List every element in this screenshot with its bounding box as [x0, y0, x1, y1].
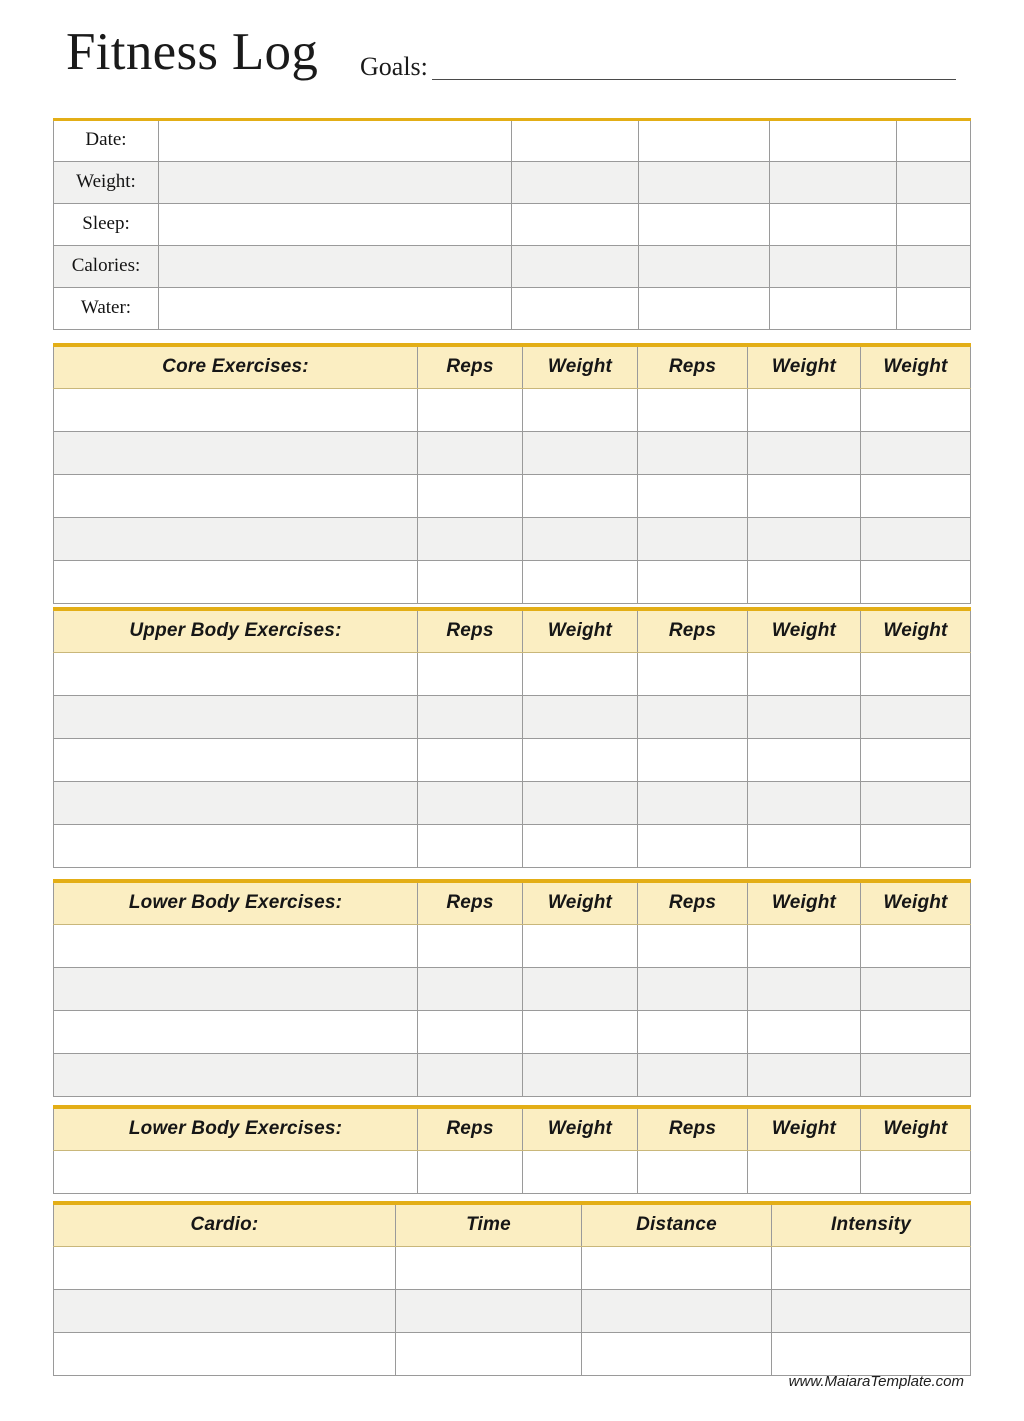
exercise-value-cell[interactable]	[523, 738, 638, 781]
exercise-value-cell[interactable]	[748, 695, 861, 738]
exercise-value-cell[interactable]	[748, 474, 861, 517]
cardio-value-cell[interactable]	[582, 1246, 772, 1289]
exercise-name-cell[interactable]	[54, 695, 418, 738]
exercise-value-cell[interactable]	[523, 517, 638, 560]
exercise-value-cell[interactable]	[748, 388, 861, 431]
column-header: Weight	[523, 1107, 638, 1150]
info-entry-cell[interactable]	[770, 246, 897, 288]
column-header: Weight	[748, 609, 861, 652]
exercise-value-cell[interactable]	[638, 560, 748, 603]
info-entry-cell[interactable]	[770, 120, 897, 162]
page-header	[0, 0, 1024, 108]
exercise-row	[54, 781, 971, 824]
exercise-row	[54, 695, 971, 738]
exercise-value-cell[interactable]	[861, 967, 971, 1010]
exercise-row	[54, 560, 971, 603]
info-entry-cell[interactable]	[770, 162, 897, 204]
column-header: Weight	[861, 609, 971, 652]
exercise-row	[54, 738, 971, 781]
exercise-value-cell[interactable]	[861, 560, 971, 603]
info-entry-cell[interactable]	[639, 162, 770, 204]
exercise-value-cell[interactable]	[748, 560, 861, 603]
exercise-row	[54, 824, 971, 867]
section-header-row	[54, 609, 971, 652]
info-entry-cell[interactable]	[159, 120, 512, 162]
exercise-value-cell[interactable]	[861, 517, 971, 560]
section-title: Lower Body Exercises:	[54, 1107, 418, 1150]
exercise-value-cell[interactable]	[638, 695, 748, 738]
footer-website: www.MaiaraTemplate.com	[788, 1373, 964, 1390]
exercise-value-cell[interactable]	[748, 517, 861, 560]
info-entry-cell[interactable]	[512, 204, 639, 246]
exercise-value-cell[interactable]	[638, 1053, 748, 1096]
info-row-label: Calories:	[54, 246, 159, 288]
info-entry-cell[interactable]	[639, 246, 770, 288]
info-entry-cell[interactable]	[512, 162, 639, 204]
info-entry-cell[interactable]	[639, 288, 770, 330]
exercise-value-cell[interactable]	[638, 967, 748, 1010]
exercise-value-cell[interactable]	[418, 652, 523, 695]
cardio-value-cell[interactable]	[772, 1332, 971, 1375]
info-entry-cell[interactable]	[639, 120, 770, 162]
cardio-title: Cardio:	[54, 1203, 396, 1246]
cardio-column-header: Distance	[582, 1203, 772, 1246]
exercise-value-cell[interactable]	[861, 1010, 971, 1053]
lower-body-exercises-2-section	[53, 1105, 970, 1194]
exercise-value-cell[interactable]	[748, 652, 861, 695]
info-entry-cell[interactable]	[512, 288, 639, 330]
exercise-value-cell[interactable]	[748, 1053, 861, 1096]
goals-label: Goals:	[360, 52, 428, 81]
exercise-row	[54, 431, 971, 474]
exercise-value-cell[interactable]	[418, 474, 523, 517]
info-entry-cell[interactable]	[159, 288, 512, 330]
exercise-value-cell[interactable]	[418, 738, 523, 781]
column-header: Weight	[523, 345, 638, 388]
cardio-value-cell[interactable]	[582, 1332, 772, 1375]
exercise-value-cell[interactable]	[523, 1053, 638, 1096]
exercise-value-cell[interactable]	[638, 1150, 748, 1193]
exercise-value-cell[interactable]	[523, 474, 638, 517]
exercise-name-cell[interactable]	[54, 1053, 418, 1096]
info-entry-cell[interactable]	[512, 120, 639, 162]
section-header-row	[54, 345, 971, 388]
info-entry-cell[interactable]	[897, 246, 971, 288]
exercise-row	[54, 1010, 971, 1053]
exercise-value-cell[interactable]	[638, 924, 748, 967]
column-header: Reps	[418, 1107, 523, 1150]
exercise-value-cell[interactable]	[523, 781, 638, 824]
exercise-value-cell[interactable]	[638, 474, 748, 517]
info-entry-cell[interactable]	[770, 288, 897, 330]
exercise-value-cell[interactable]	[418, 781, 523, 824]
info-row-label: Weight:	[54, 162, 159, 204]
exercise-value-cell[interactable]	[748, 431, 861, 474]
section-header-row	[54, 1107, 971, 1150]
column-header: Reps	[418, 881, 523, 924]
cardio-value-cell[interactable]	[772, 1246, 971, 1289]
exercise-value-cell[interactable]	[638, 652, 748, 695]
exercise-name-cell[interactable]	[54, 738, 418, 781]
column-header: Reps	[638, 609, 748, 652]
column-header: Weight	[861, 345, 971, 388]
column-header: Weight	[861, 881, 971, 924]
page-title: Fitness Log	[66, 23, 319, 81]
exercise-row	[54, 967, 971, 1010]
exercise-row	[54, 652, 971, 695]
exercise-value-cell[interactable]	[638, 517, 748, 560]
info-entry-cell[interactable]	[897, 204, 971, 246]
exercise-value-cell[interactable]	[861, 824, 971, 867]
exercise-value-cell[interactable]	[861, 924, 971, 967]
exercise-value-cell[interactable]	[523, 1150, 638, 1193]
cardio-section	[53, 1201, 970, 1376]
exercise-value-cell[interactable]	[638, 781, 748, 824]
cardio-row	[54, 1246, 971, 1289]
exercise-value-cell[interactable]	[861, 431, 971, 474]
exercise-value-cell[interactable]	[638, 431, 748, 474]
cardio-column-header: Intensity	[772, 1203, 971, 1246]
column-header: Reps	[638, 1107, 748, 1150]
exercise-value-cell[interactable]	[638, 1010, 748, 1053]
column-header: Weight	[861, 1107, 971, 1150]
exercise-value-cell[interactable]	[523, 695, 638, 738]
exercise-name-cell[interactable]	[54, 388, 418, 431]
info-row-label: Water:	[54, 288, 159, 330]
exercise-value-cell[interactable]	[523, 560, 638, 603]
cardio-value-cell[interactable]	[396, 1332, 582, 1375]
info-entry-cell[interactable]	[159, 162, 512, 204]
exercise-value-cell[interactable]	[523, 967, 638, 1010]
exercise-value-cell[interactable]	[748, 1010, 861, 1053]
exercise-name-cell[interactable]	[54, 431, 418, 474]
exercise-value-cell[interactable]	[418, 824, 523, 867]
exercise-row	[54, 1150, 971, 1193]
cardio-column-header: Time	[396, 1203, 582, 1246]
exercise-value-cell[interactable]	[638, 824, 748, 867]
column-header: Weight	[748, 1107, 861, 1150]
exercise-value-cell[interactable]	[748, 924, 861, 967]
exercise-value-cell[interactable]	[861, 695, 971, 738]
exercise-value-cell[interactable]	[418, 695, 523, 738]
exercise-row	[54, 1053, 971, 1096]
cardio-value-cell[interactable]	[396, 1246, 582, 1289]
exercise-value-cell[interactable]	[861, 738, 971, 781]
section-title: Upper Body Exercises:	[54, 609, 418, 652]
exercise-value-cell[interactable]	[418, 388, 523, 431]
cardio-activity-cell[interactable]	[54, 1332, 396, 1375]
info-row-label: Sleep:	[54, 204, 159, 246]
column-header: Weight	[523, 609, 638, 652]
column-header: Weight	[748, 881, 861, 924]
info-entry-cell[interactable]	[897, 288, 971, 330]
exercise-row	[54, 924, 971, 967]
goals-field[interactable]	[360, 52, 960, 90]
column-header: Reps	[638, 881, 748, 924]
cardio-activity-cell[interactable]	[54, 1246, 396, 1289]
column-header: Weight	[748, 345, 861, 388]
exercise-value-cell[interactable]	[418, 560, 523, 603]
exercise-name-cell[interactable]	[54, 967, 418, 1010]
exercise-value-cell[interactable]	[861, 652, 971, 695]
exercise-value-cell[interactable]	[638, 388, 748, 431]
exercise-value-cell[interactable]	[861, 388, 971, 431]
info-row	[54, 204, 971, 246]
exercise-name-cell[interactable]	[54, 517, 418, 560]
section-header-row	[54, 881, 971, 924]
exercise-name-cell[interactable]	[54, 652, 418, 695]
goals-write-line[interactable]	[432, 79, 956, 80]
exercise-value-cell[interactable]	[748, 967, 861, 1010]
exercise-value-cell[interactable]	[418, 1010, 523, 1053]
exercise-value-cell[interactable]	[861, 781, 971, 824]
exercise-value-cell[interactable]	[861, 474, 971, 517]
exercise-value-cell[interactable]	[418, 431, 523, 474]
exercise-value-cell[interactable]	[523, 824, 638, 867]
exercise-value-cell[interactable]	[638, 738, 748, 781]
daily-info-table	[53, 118, 971, 330]
info-entry-cell[interactable]	[512, 246, 639, 288]
exercise-value-cell[interactable]	[748, 781, 861, 824]
info-row	[54, 246, 971, 288]
exercise-name-cell[interactable]	[54, 824, 418, 867]
exercise-value-cell[interactable]	[418, 967, 523, 1010]
exercise-name-cell[interactable]	[54, 781, 418, 824]
exercise-name-cell[interactable]	[54, 924, 418, 967]
info-entry-cell[interactable]	[897, 162, 971, 204]
cardio-value-cell[interactable]	[396, 1289, 582, 1332]
info-entry-cell[interactable]	[639, 204, 770, 246]
section-title: Core Exercises:	[54, 345, 418, 388]
cardio-value-cell[interactable]	[772, 1289, 971, 1332]
exercise-value-cell[interactable]	[418, 1150, 523, 1193]
exercise-value-cell[interactable]	[861, 1053, 971, 1096]
exercise-name-cell[interactable]	[54, 1010, 418, 1053]
cardio-value-cell[interactable]	[582, 1289, 772, 1332]
info-row-label: Date:	[54, 120, 159, 162]
exercise-value-cell[interactable]	[523, 431, 638, 474]
exercise-value-cell[interactable]	[748, 1150, 861, 1193]
cardio-row	[54, 1332, 971, 1375]
column-header: Reps	[418, 345, 523, 388]
exercise-name-cell[interactable]	[54, 560, 418, 603]
exercise-value-cell[interactable]	[748, 738, 861, 781]
exercise-value-cell[interactable]	[523, 652, 638, 695]
exercise-row	[54, 388, 971, 431]
column-header: Reps	[418, 609, 523, 652]
upper-body-exercises-section	[53, 607, 970, 868]
exercise-value-cell[interactable]	[861, 1150, 971, 1193]
cardio-activity-cell[interactable]	[54, 1289, 396, 1332]
info-entry-cell[interactable]	[770, 204, 897, 246]
exercise-row	[54, 517, 971, 560]
cardio-header-row	[54, 1203, 971, 1246]
info-entry-cell[interactable]	[159, 246, 512, 288]
column-header: Weight	[523, 881, 638, 924]
exercise-name-cell[interactable]	[54, 474, 418, 517]
exercise-value-cell[interactable]	[523, 1010, 638, 1053]
column-header: Reps	[638, 345, 748, 388]
info-row	[54, 288, 971, 330]
info-entry-cell[interactable]	[159, 204, 512, 246]
info-row	[54, 162, 971, 204]
exercise-row	[54, 474, 971, 517]
exercise-value-cell[interactable]	[523, 924, 638, 967]
exercise-name-cell[interactable]	[54, 1150, 418, 1193]
section-title: Lower Body Exercises:	[54, 881, 418, 924]
core-exercises-section	[53, 343, 970, 604]
exercise-value-cell[interactable]	[418, 924, 523, 967]
lower-body-exercises-section	[53, 879, 970, 1097]
exercise-value-cell[interactable]	[523, 388, 638, 431]
exercise-value-cell[interactable]	[418, 1053, 523, 1096]
exercise-value-cell[interactable]	[748, 824, 861, 867]
info-entry-cell[interactable]	[897, 120, 971, 162]
info-row	[54, 120, 971, 162]
cardio-row	[54, 1289, 971, 1332]
exercise-value-cell[interactable]	[418, 517, 523, 560]
